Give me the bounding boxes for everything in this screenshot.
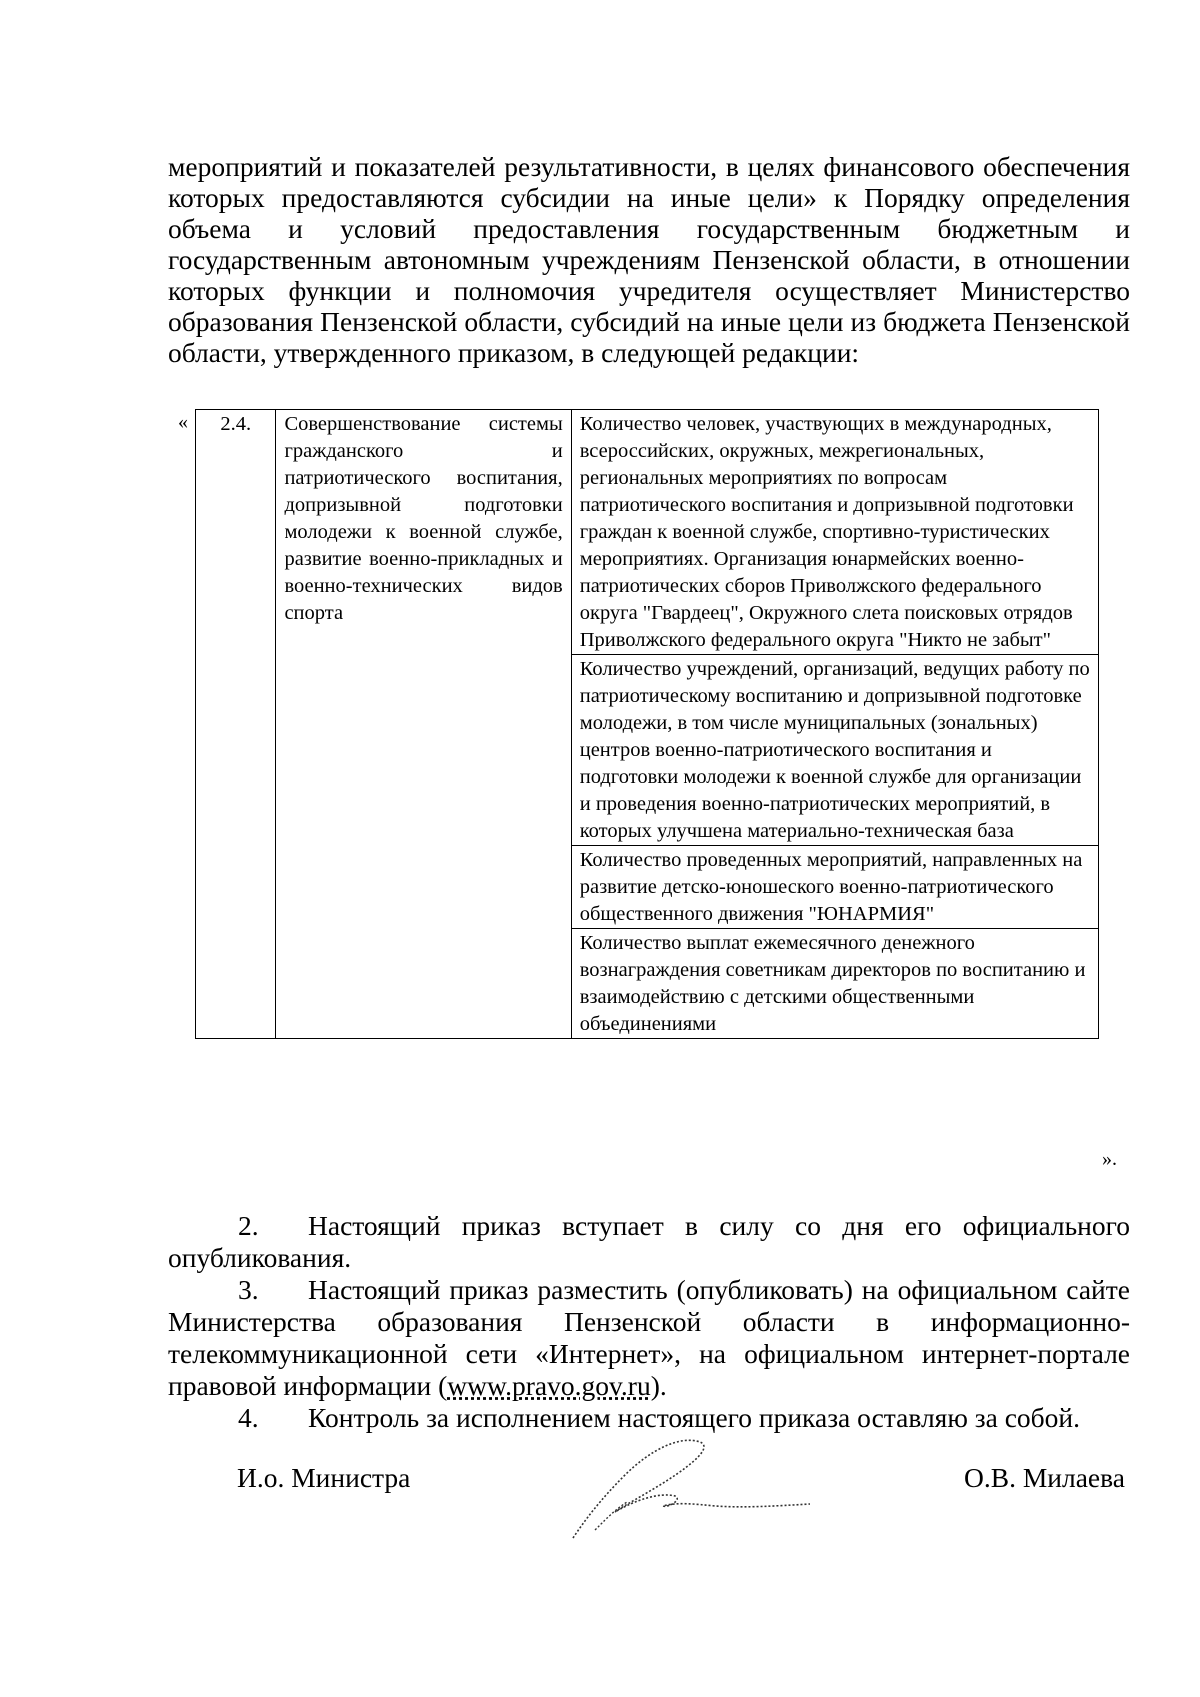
numbered-points [168,1210,1130,1434]
table-row [196,410,1099,655]
point-number: 4. [238,1402,259,1433]
point-2 [168,1210,1130,1274]
indicator-cell: Количество проведенных мероприятий, направленных на развитие детско-юношеского военно-патриотического общественного движения "ЮНАРМИЯ" [571,846,1098,929]
table-quote-close: ». [1102,1148,1117,1170]
point-number: 3. [238,1274,259,1305]
indicators-table [195,409,1099,1039]
point-text: Настоящий приказ вступает в силу со дня его официального опубликования. [168,1210,1130,1273]
point-text: Контроль за исполнением настоящего приказа оставляю за собой. [308,1402,1080,1433]
indicator-cell: Количество человек, участвующих в международных, всероссийских, окружных, межрегиональных, региональных мероприятиях по вопросам патриотического воспитания и допризывной подготовки граждан к военной службе, спортивно-туристических мероприятиях. Организация юнармейских военно-патриотических сборов Приволжского федерального округа "Гвардеец", Окружного слета поисковых отрядов Приволжского федерального округа "Никто не забыт" [571,410,1098,655]
signer-position: И.о. Министра [237,1462,411,1493]
indicator-cell: Количество учреждений, организаций, ведущих работу по патриотическому воспитанию и допризывной подготовке молодежи, в том числе муниципальных (зональных) центров военно-патриотического воспитания и подготовки молодежи к военной службе для организации и проведения военно-патриотических мероприятий, в которых улучшена материально-техническая база [571,655,1098,846]
handwritten-signature [565,1430,815,1545]
intro-paragraph: мероприятий и показателей результативности, в целях финансового обеспечения которых предоставляются субсидии на иные цели» к Порядку определения объема и условий предоставления государственным бюджетным и государственным автономным учреждениям Пензенской области, в отношении которых функции и полномочия учредителя осуществляет Министерство образования Пензенской области, субсидий на иные цели из бюджета Пензенской области, утвержденного приказом, в следующей редакции: [168,151,1130,368]
indicator-cell: Количество выплат ежемесячного денежного вознаграждения советникам директоров по воспитанию и взаимодействию с детскими общественными объединениями [571,929,1098,1039]
event-name: Совершенствование системы гражданского и патриотического воспитания, допризывной подготовки молодежи к военной службе, развитие военно-прикладных и военно-технических видов спорта [276,410,571,1039]
point-number: 2. [238,1210,259,1241]
row-number: 2.4. [196,410,276,1039]
signer-name: О.В. Милаева [964,1462,1125,1493]
point-text: Настоящий приказ разместить (опубликовать) на официальном сайте Министерства образования Пензенской области в информационно-телекоммуникационной сети «Интернет», на официальном интернет-портале правовой информации ( [168,1274,1130,1401]
point-3 [168,1274,1130,1402]
point-text-end: ). [650,1370,667,1401]
pravo-link[interactable]: www.pravo.gov.ru [447,1370,651,1401]
table-quote-open: « [178,411,188,433]
